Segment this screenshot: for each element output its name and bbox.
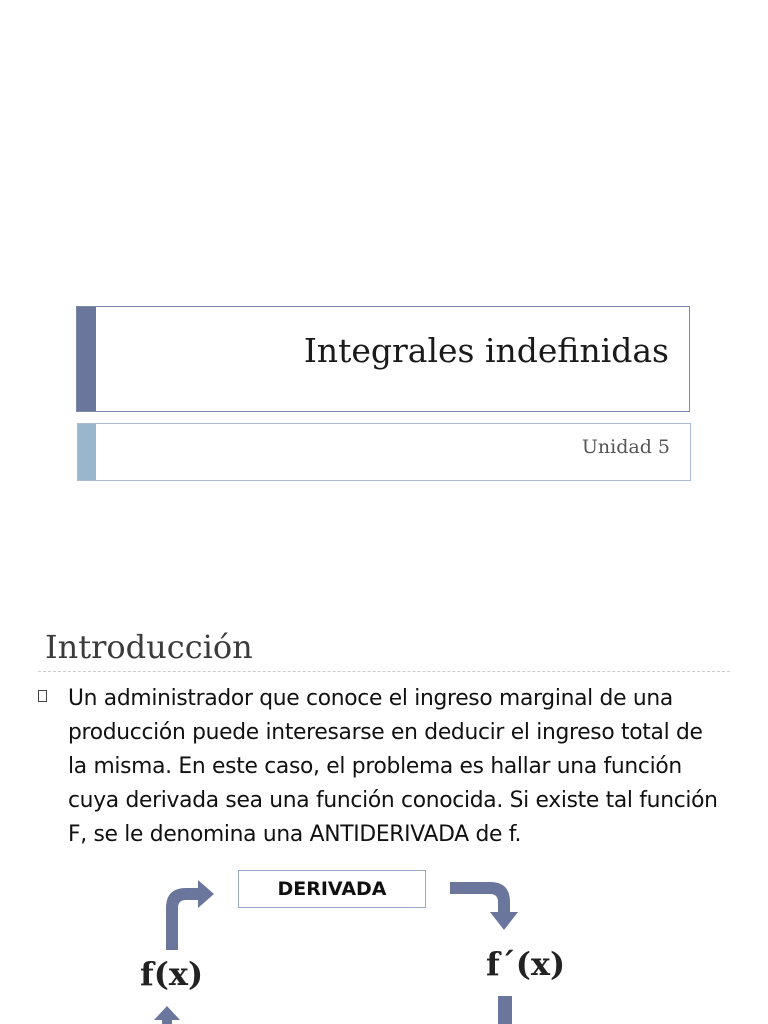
slide-subtitle: Unidad 5 (581, 436, 670, 458)
section-heading: Introducción (45, 628, 253, 666)
derivada-box: DERIVADA (238, 870, 426, 908)
slide-title: Integrales indefinidas (303, 331, 669, 370)
title-accent-bar (77, 307, 96, 411)
curved-arrow-right-down-icon (450, 880, 520, 932)
square-bullet-icon (38, 690, 47, 702)
function-expression: f(x) (140, 955, 204, 993)
arrow-down-stem-icon (498, 996, 512, 1024)
title-box (76, 306, 690, 412)
subtitle-accent-bar (78, 424, 96, 480)
heading-divider (38, 671, 730, 672)
subtitle-box (77, 423, 691, 481)
curved-arrow-up-right-icon (160, 878, 220, 950)
intro-paragraph: Un administrador que conoce el ingreso marginal de una producción puede interesarse en deducir el ingreso total de la misma. En este caso, el problema es hallar una función cuya derivada sea una función conocida. Si existe tal función F, se le denomina una ANTIDERIVADA de f. (68, 686, 718, 847)
derivative-expression: f´(x) (486, 945, 566, 983)
arrow-up-icon (152, 1006, 182, 1024)
